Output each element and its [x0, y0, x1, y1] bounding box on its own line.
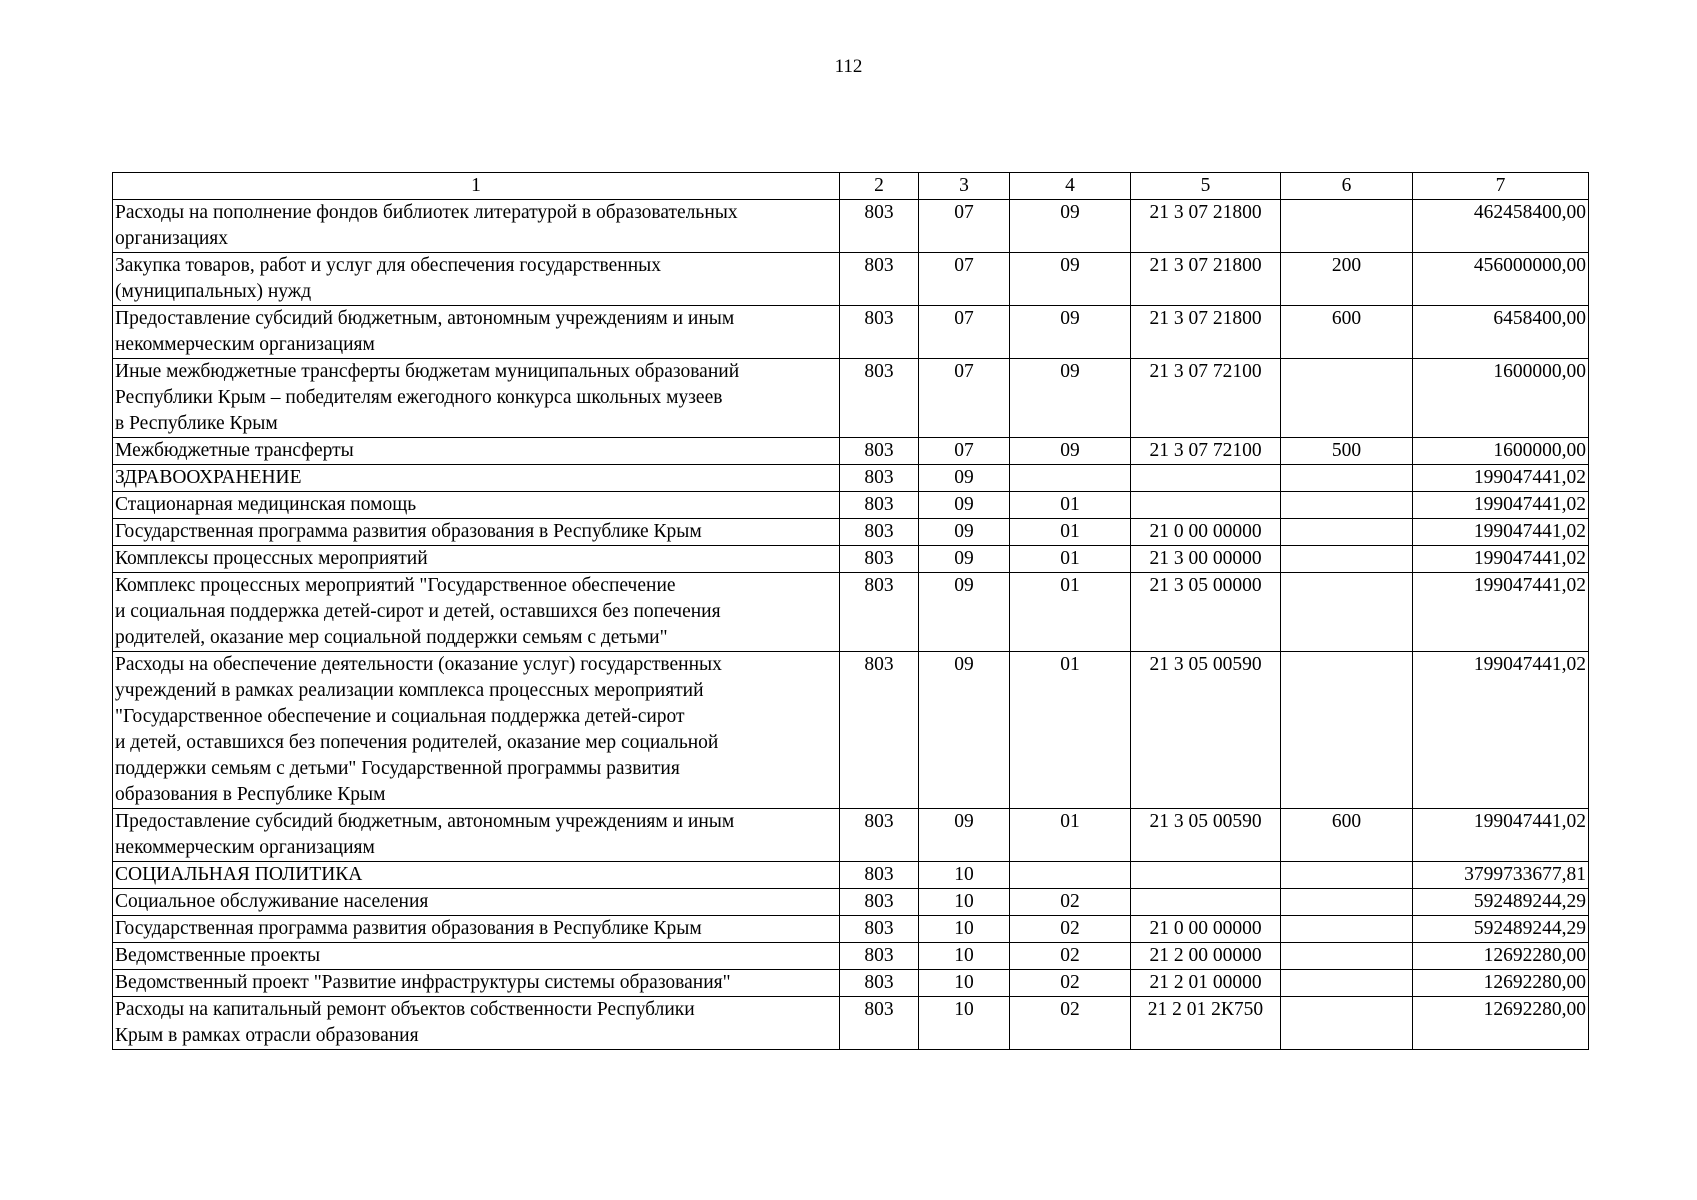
row-expense-type [1281, 652, 1413, 809]
row-section-code: 10 [919, 970, 1010, 997]
row-expense-type [1281, 465, 1413, 492]
row-amount: 462458400,00 [1413, 200, 1589, 253]
row-subsection-code: 02 [1010, 916, 1131, 943]
row-ministry-code: 803 [840, 359, 919, 438]
row-name: Стационарная медицинская помощь [113, 492, 840, 519]
row-amount: 6458400,00 [1413, 306, 1589, 359]
row-subsection-code: 02 [1010, 889, 1131, 916]
row-amount: 199047441,02 [1413, 465, 1589, 492]
row-amount: 12692280,00 [1413, 970, 1589, 997]
row-name: Межбюджетные трансферты [113, 438, 840, 465]
row-subsection-code: 01 [1010, 809, 1131, 862]
row-section-code: 09 [919, 546, 1010, 573]
row-section-code: 07 [919, 306, 1010, 359]
row-expense-type [1281, 359, 1413, 438]
row-target-article [1131, 862, 1281, 889]
row-subsection-code [1010, 862, 1131, 889]
row-target-article: 21 3 05 00590 [1131, 652, 1281, 809]
table-row [113, 253, 1589, 306]
table-row [113, 573, 1589, 652]
row-section-code: 10 [919, 943, 1010, 970]
row-ministry-code: 803 [840, 519, 919, 546]
row-name: Комплекс процессных мероприятий "Государственное обеспечение и социальная поддержка детей-сирот и детей, оставшихся без попечения родителей, оказание мер социальной поддержки семьям с детьми" [113, 573, 840, 652]
row-target-article: 21 3 07 72100 [1131, 438, 1281, 465]
row-target-article: 21 3 07 21800 [1131, 253, 1281, 306]
row-ministry-code: 803 [840, 492, 919, 519]
row-section-code: 09 [919, 492, 1010, 519]
row-target-article: 21 0 00 00000 [1131, 519, 1281, 546]
table-row [113, 200, 1589, 253]
row-subsection-code: 01 [1010, 573, 1131, 652]
row-expense-type [1281, 200, 1413, 253]
row-name: Закупка товаров, работ и услуг для обеспечения государственных (муниципальных) нужд [113, 253, 840, 306]
row-target-article: 21 3 07 21800 [1131, 306, 1281, 359]
header-col-6: 6 [1281, 173, 1413, 200]
table-row [113, 465, 1589, 492]
row-section-code: 09 [919, 519, 1010, 546]
row-subsection-code: 09 [1010, 359, 1131, 438]
row-subsection-code: 09 [1010, 253, 1131, 306]
row-name: СОЦИАЛЬНАЯ ПОЛИТИКА [113, 862, 840, 889]
row-amount: 592489244,29 [1413, 916, 1589, 943]
row-amount: 199047441,02 [1413, 492, 1589, 519]
row-target-article: 21 3 00 00000 [1131, 546, 1281, 573]
row-subsection-code: 01 [1010, 519, 1131, 546]
row-section-code: 09 [919, 809, 1010, 862]
row-name: ЗДРАВООХРАНЕНИЕ [113, 465, 840, 492]
row-target-article [1131, 889, 1281, 916]
row-section-code: 10 [919, 916, 1010, 943]
header-col-5: 5 [1131, 173, 1281, 200]
row-ministry-code: 803 [840, 465, 919, 492]
row-expense-type: 500 [1281, 438, 1413, 465]
table-row [113, 889, 1589, 916]
table-row [113, 943, 1589, 970]
row-expense-type [1281, 492, 1413, 519]
row-expense-type [1281, 916, 1413, 943]
row-amount: 592489244,29 [1413, 889, 1589, 916]
row-section-code: 09 [919, 573, 1010, 652]
row-subsection-code: 09 [1010, 200, 1131, 253]
row-target-article: 21 2 00 00000 [1131, 943, 1281, 970]
row-ministry-code: 803 [840, 943, 919, 970]
row-subsection-code: 01 [1010, 492, 1131, 519]
row-target-article [1131, 492, 1281, 519]
row-subsection-code: 02 [1010, 943, 1131, 970]
table-row [113, 492, 1589, 519]
row-expense-type [1281, 970, 1413, 997]
row-expense-type [1281, 519, 1413, 546]
row-section-code: 09 [919, 652, 1010, 809]
row-name: Расходы на обеспечение деятельности (оказание услуг) государственных учреждений в рамках реализации комплекса процессных мероприятий "Государственное обеспечение и социальная поддержка детей-сирот и детей, оставшихся без попечения родителей, оказание мер социальной поддержки семьям с детьми" Государственной программы развития образования в Республике Крым [113, 652, 840, 809]
header-col-4: 4 [1010, 173, 1131, 200]
table-row [113, 438, 1589, 465]
row-section-code: 09 [919, 465, 1010, 492]
row-name: Комплексы процессных мероприятий [113, 546, 840, 573]
table-row [113, 809, 1589, 862]
row-ministry-code: 803 [840, 862, 919, 889]
row-ministry-code: 803 [840, 916, 919, 943]
row-subsection-code: 01 [1010, 652, 1131, 809]
row-expense-type: 600 [1281, 809, 1413, 862]
row-target-article [1131, 465, 1281, 492]
row-name: Расходы на пополнение фондов библиотек литературой в образовательных организациях [113, 200, 840, 253]
table-row [113, 519, 1589, 546]
table-row [113, 652, 1589, 809]
row-ministry-code: 803 [840, 997, 919, 1050]
budget-table [112, 172, 1589, 1050]
row-name: Социальное обслуживание населения [113, 889, 840, 916]
row-expense-type [1281, 997, 1413, 1050]
row-ministry-code: 803 [840, 809, 919, 862]
row-amount: 12692280,00 [1413, 997, 1589, 1050]
row-name: Предоставление субсидий бюджетным, автономным учреждениям и иным некоммерческим организациям [113, 809, 840, 862]
header-col-7: 7 [1413, 173, 1589, 200]
row-amount: 12692280,00 [1413, 943, 1589, 970]
row-target-article: 21 0 00 00000 [1131, 916, 1281, 943]
table-row [113, 546, 1589, 573]
row-name: Государственная программа развития образования в Республике Крым [113, 916, 840, 943]
row-amount: 199047441,02 [1413, 573, 1589, 652]
row-ministry-code: 803 [840, 573, 919, 652]
row-expense-type [1281, 943, 1413, 970]
header-col-2: 2 [840, 173, 919, 200]
row-subsection-code: 02 [1010, 997, 1131, 1050]
row-name: Ведомственный проект "Развитие инфраструктуры системы образования" [113, 970, 840, 997]
row-target-article: 21 2 01 2К750 [1131, 997, 1281, 1050]
row-ministry-code: 803 [840, 306, 919, 359]
row-expense-type [1281, 546, 1413, 573]
table-row [113, 862, 1589, 889]
row-expense-type [1281, 573, 1413, 652]
row-section-code: 10 [919, 862, 1010, 889]
table-row [113, 359, 1589, 438]
row-ministry-code: 803 [840, 970, 919, 997]
row-section-code: 07 [919, 359, 1010, 438]
row-name: Ведомственные проекты [113, 943, 840, 970]
row-ministry-code: 803 [840, 546, 919, 573]
table-row [113, 916, 1589, 943]
row-ministry-code: 803 [840, 253, 919, 306]
row-ministry-code: 803 [840, 889, 919, 916]
table-body [113, 200, 1589, 1050]
table-row [113, 997, 1589, 1050]
row-ministry-code: 803 [840, 200, 919, 253]
row-expense-type [1281, 889, 1413, 916]
row-section-code: 07 [919, 253, 1010, 306]
table-row [113, 970, 1589, 997]
row-ministry-code: 803 [840, 652, 919, 809]
row-target-article: 21 3 07 21800 [1131, 200, 1281, 253]
header-col-3: 3 [919, 173, 1010, 200]
row-amount: 199047441,02 [1413, 519, 1589, 546]
row-subsection-code: 01 [1010, 546, 1131, 573]
row-amount: 199047441,02 [1413, 809, 1589, 862]
table-row [113, 306, 1589, 359]
row-section-code: 07 [919, 200, 1010, 253]
row-target-article: 21 3 05 00590 [1131, 809, 1281, 862]
row-subsection-code: 09 [1010, 438, 1131, 465]
row-section-code: 07 [919, 438, 1010, 465]
page-number: 112 [834, 56, 863, 77]
row-expense-type [1281, 862, 1413, 889]
row-expense-type: 600 [1281, 306, 1413, 359]
row-ministry-code: 803 [840, 438, 919, 465]
row-amount: 199047441,02 [1413, 546, 1589, 573]
row-target-article: 21 2 01 00000 [1131, 970, 1281, 997]
row-name: Предоставление субсидий бюджетным, автономным учреждениям и иным некоммерческим организациям [113, 306, 840, 359]
row-target-article: 21 3 07 72100 [1131, 359, 1281, 438]
header-col-1: 1 [113, 173, 840, 200]
header-row [113, 173, 1589, 200]
row-expense-type: 200 [1281, 253, 1413, 306]
row-amount: 199047441,02 [1413, 652, 1589, 809]
row-name: Иные межбюджетные трансферты бюджетам муниципальных образований Республики Крым – победителям ежегодного конкурса школьных музеев в Республике Крым [113, 359, 840, 438]
row-section-code: 10 [919, 889, 1010, 916]
row-section-code: 10 [919, 997, 1010, 1050]
row-subsection-code: 09 [1010, 306, 1131, 359]
row-name: Расходы на капитальный ремонт объектов собственности Республики Крым в рамках отрасли образования [113, 997, 840, 1050]
row-amount: 1600000,00 [1413, 438, 1589, 465]
row-amount: 1600000,00 [1413, 359, 1589, 438]
row-subsection-code: 02 [1010, 970, 1131, 997]
row-amount: 456000000,00 [1413, 253, 1589, 306]
row-subsection-code [1010, 465, 1131, 492]
row-amount: 3799733677,81 [1413, 862, 1589, 889]
row-name: Государственная программа развития образования в Республике Крым [113, 519, 840, 546]
row-target-article: 21 3 05 00000 [1131, 573, 1281, 652]
